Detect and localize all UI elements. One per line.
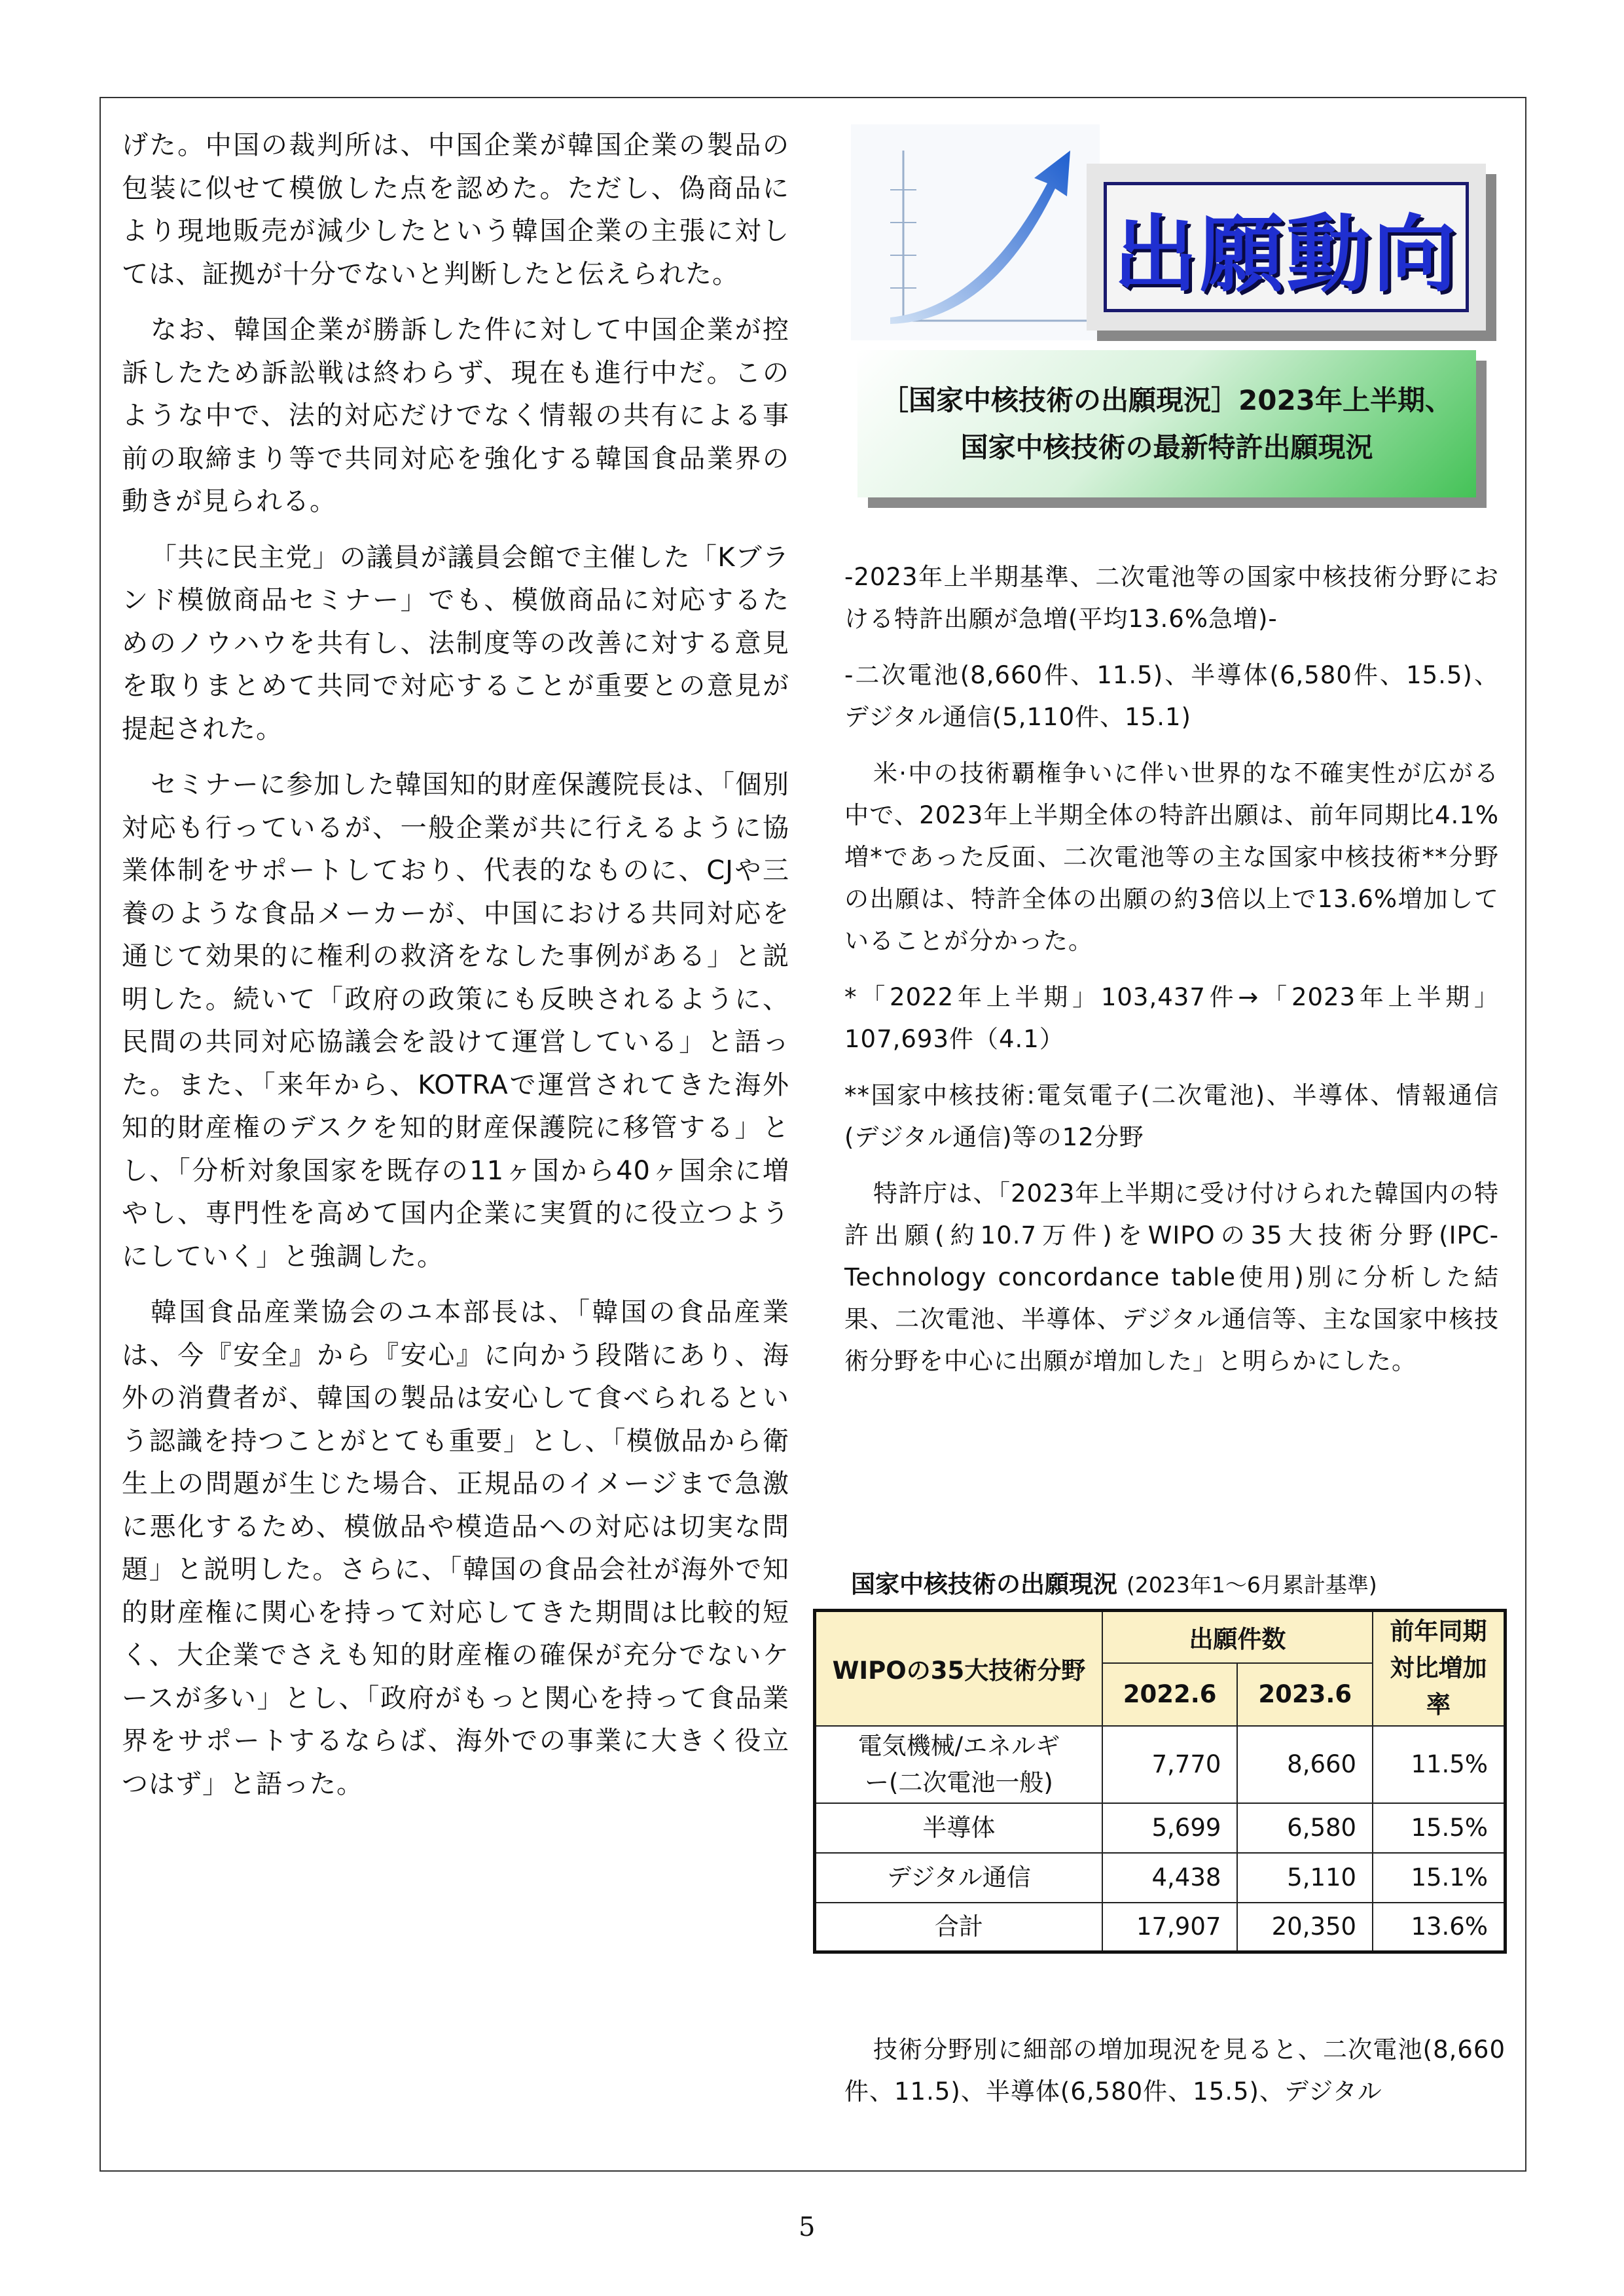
table-row — [815, 1903, 1506, 1952]
bottom-text — [844, 2029, 1506, 2126]
left-paragraph-1: げた。中国の裁判所は、中国企業が韓国企業の製品の包装に似せて模倣した点を認めた。ただし、偽商品により現地販売が減少したという韓国企業の主張に対しては、証拠が十分でないと判断したと伝えられた。 — [122, 130, 789, 289]
row-rate: 11.5% — [1373, 1726, 1505, 1803]
row-2023: 5,110 — [1237, 1853, 1373, 1903]
right-column — [844, 556, 1499, 1397]
header-field: WIPOの35大技術分野 — [815, 1611, 1102, 1726]
left-paragraph-4: セミナーに参加した韓国知的財産保護院長は、「個別対応も行っているが、一般企業が共に行えるように協業体制をサポートしており、代表的なものに、CJや三養のような食品メーカーが、中国における共同対応を通じて効果的に権利の救済をなした事例がある」と説明した。続いて「政府の政策にも反映されるように、民間の共同対応協議会を設けて運営している」と語った。また、「来年から、KOTRAで運営されてきた海外知的財産権のデスクを知的財産保護院に移管する」とし、「分析対象国家を既存の11ヶ国から40ヶ国余に増やし、専門性を高めて国内企業に実質的に役立つようにしていく」と強調した。 — [122, 770, 789, 1272]
left-paragraph-2: なお、韓国企業が勝訴した件に対して中国企業が控訴したため訴訟戦は終わらず、現在も進行中だ。このような中で、法的対応だけでなく情報の共有による事前の取締まり等で共同対応を強化する韓国食品業界の動きが見られる。 — [122, 315, 789, 516]
table-row — [815, 1803, 1506, 1853]
header-2022: 2022.6 — [1102, 1663, 1238, 1726]
row-2023: 6,580 — [1237, 1803, 1373, 1853]
left-paragraph-3: 「共に民主党」の議員が議員会館で主催した「Kブランド模倣商品セミナー」でも、模倣商品に対応するためのノウハウを共有し、法制度等の改善に対する意見を取りまとめて共同で対応することが重要との意見が提起された。 — [122, 542, 789, 744]
subtitle-box — [857, 350, 1476, 497]
section-subtitle: ［国家中核技術の出願現況］2023年上半期、国家中核技術の最新特許出願現況 — [881, 384, 1453, 463]
patent-table — [813, 1609, 1507, 1954]
row-name: デジタル通信 — [815, 1853, 1102, 1903]
row-rate: 15.5% — [1373, 1803, 1505, 1853]
footnote-2: **国家中核技術:電気電子(二次電池)、半導体、情報通信(デジタル通信)等の12分野 — [844, 1081, 1499, 1151]
row-2022: 5,699 — [1102, 1803, 1238, 1853]
page-number: 5 — [799, 2212, 816, 2242]
header-rate: 前年同期対比増加率 — [1373, 1611, 1505, 1726]
row-name: 合計 — [815, 1903, 1102, 1952]
left-column — [122, 124, 789, 1819]
right-lead-1: -2023年上半期基準、二次電池等の国家中核技術分野における特許出願が急増(平均13.6%急増)- — [844, 563, 1499, 633]
row-name: 電気機械/エネルギー(二次電池一般) — [815, 1726, 1102, 1803]
table-row — [815, 1853, 1506, 1903]
section-title: 出願動向 — [1113, 206, 1459, 304]
row-rate: 13.6% — [1373, 1903, 1505, 1952]
table-row — [815, 1726, 1506, 1803]
footnote-1: *「2022年上半期」103,437件→「2023年上半期」107,693件（4.1） — [844, 983, 1499, 1053]
right-paragraph-1: 米·中の技術覇権争いに伴い世界的な不確実性が広がる中で、2023年上半期全体の特許出願は、前年同期比4.1%増*であった反面、二次電池等の主な国家中核技術**分野の出願は、特許全体の出願の約3倍以上で13.6%増加していることが分かった。 — [844, 759, 1499, 955]
row-2022: 17,907 — [1102, 1903, 1238, 1952]
right-paragraph-3: 技術分野別に細部の増加現況を見ると、二次電池(8,660件、11.5)、半導体(6,580件、15.5)、デジタル — [844, 2036, 1506, 2106]
right-paragraph-2: 特許庁は、「2023年上半期に受け付けられた韓国内の特許出願(約10.7万件)をWIPOの35大技術分野(IPC-Technology concordance table使用)別に分析した結果、二次電池、半導体、デジタル通信等、主な国家中核技術分野を中心に出願が増加した」と明らかにした。 — [844, 1179, 1499, 1375]
table-caption — [851, 1564, 1377, 1600]
left-paragraph-5: 韓国食品産業協会のユ本部長は、「韓国の食品産業は、今『安全』から『安心』に向かう段階にあり、海外の消費者が、韓国の製品は安心して食べられるという認識を持つことがとても重要」とし、「模倣品から衛生上の問題が生じた場合、正規品のイメージまで急激に悪化するため、模倣品や模造品への対応は切実な問題」と説明した。さらに、「韓国の食品会社が海外で知的財産権に関心を持って対応してきた期間は比較的短く、大企業でさえも知的財産権の確保が充分でないケースが多い」とし、「政府がもっと関心を持って食品業界をサポートするならば、海外での事業に大きく役立つはず」と語った。 — [122, 1297, 789, 1799]
right-lead-2: -二次電池(8,660件、11.5)、半導体(6,580件、15.5)、デジタル通信(5,110件、15.1) — [844, 661, 1499, 731]
growth-chart-icon — [851, 124, 1100, 340]
table-subtitle: (2023年1～6月累計基準) — [1127, 1572, 1377, 1598]
header-count: 出願件数 — [1102, 1611, 1373, 1663]
table-title: 国家中核技術の出願現況 — [851, 1570, 1117, 1598]
row-2022: 4,438 — [1102, 1853, 1238, 1903]
row-name: 半導体 — [815, 1803, 1102, 1853]
title-box — [1087, 164, 1486, 331]
title-frame — [1104, 182, 1469, 312]
header-graphic — [844, 124, 1519, 530]
row-2023: 8,660 — [1237, 1726, 1373, 1803]
row-2023: 20,350 — [1237, 1903, 1373, 1952]
row-2022: 7,770 — [1102, 1726, 1238, 1803]
row-rate: 15.1% — [1373, 1853, 1505, 1903]
header-2023: 2023.6 — [1237, 1663, 1373, 1726]
